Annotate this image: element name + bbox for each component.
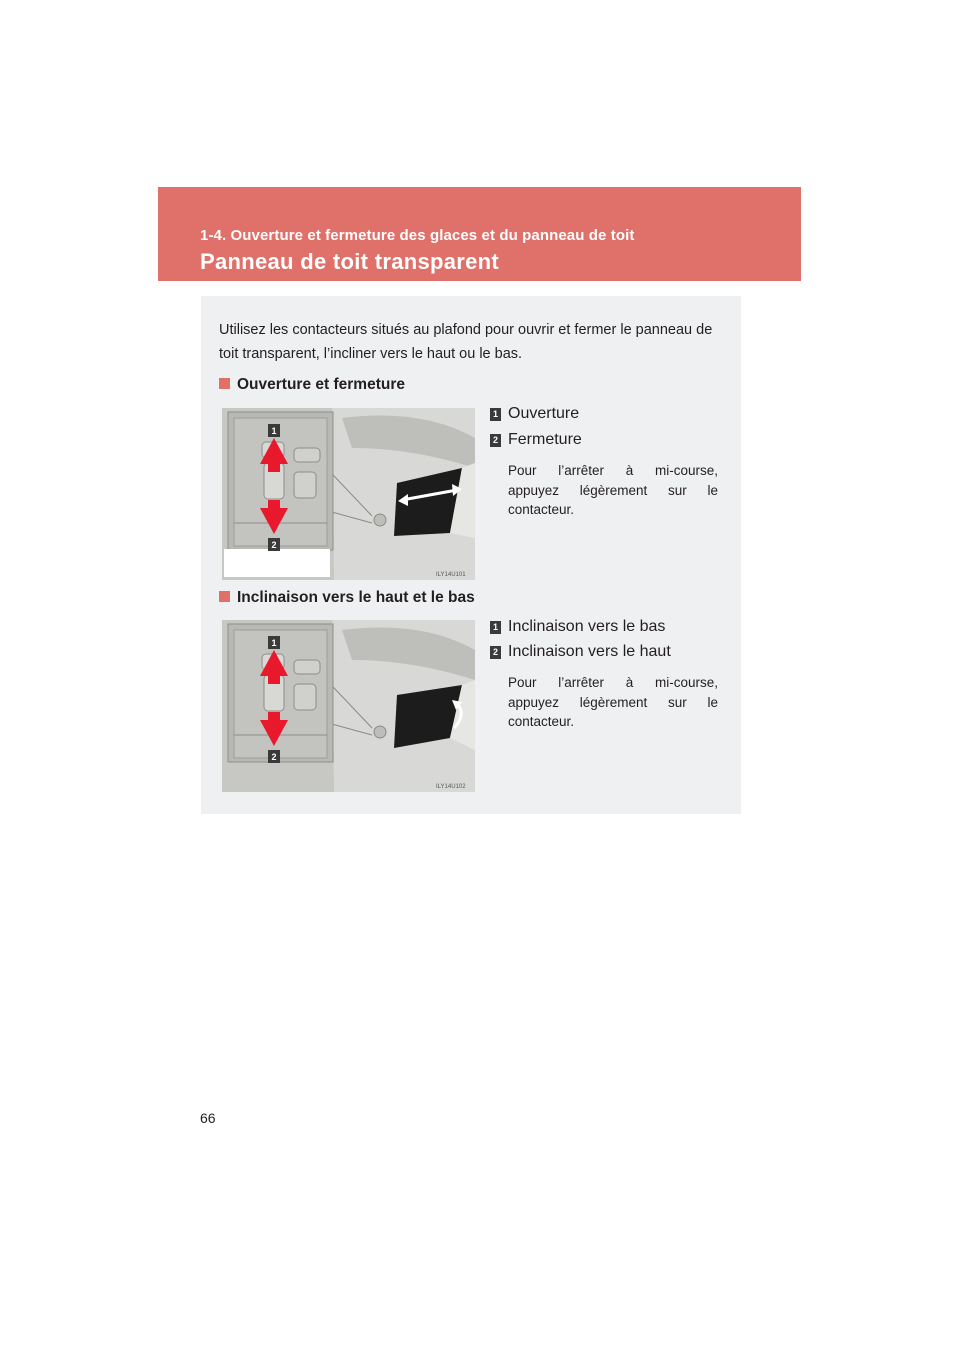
svg-text:1: 1	[271, 638, 277, 648]
item-label: Ouverture	[508, 405, 580, 422]
step-number-icon: 1	[490, 408, 501, 421]
content-panel	[201, 296, 741, 814]
svg-text:2: 2	[271, 540, 277, 550]
page-title: Panneau de toit transparent	[200, 249, 500, 274]
section-title: 1-4. Ouverture et fermeture des glaces et du panneau de toit	[200, 227, 635, 244]
subsection-title-open-close: Ouverture et fermeture	[219, 376, 405, 394]
svg-text:2: 2	[271, 752, 277, 762]
step-number-icon: 2	[490, 646, 501, 659]
svg-text:1: 1	[271, 426, 277, 436]
item-label: Fermeture	[508, 431, 582, 448]
page-number: 66	[200, 1110, 216, 1126]
item-label: Inclinaison vers le haut	[508, 643, 671, 660]
step-number-icon: 1	[490, 621, 501, 634]
figure-open-close	[222, 408, 475, 580]
item-label: Inclinaison vers le bas	[508, 618, 666, 635]
chapter-header	[158, 187, 801, 281]
note-text: Pour l’arrêter à mi-course, appuyez légèrement sur le contacteur.	[508, 675, 718, 729]
square-bullet-icon	[219, 591, 230, 602]
step-number-icon: 2	[490, 434, 501, 447]
figure-tilt	[222, 620, 475, 792]
figure-code: ILY14U101	[436, 572, 466, 578]
figure-code: ILY14U102	[436, 784, 466, 790]
intro-text: Utilisez les contacteurs situés au plafond pour ouvrir et fermer le panneau de toit transparent, l’incliner vers le haut ou le bas.	[219, 322, 713, 362]
note-text: Pour l’arrêter à mi-course, appuyez légèrement sur le contacteur.	[508, 463, 718, 517]
square-bullet-icon	[219, 378, 230, 389]
subsection-title-tilt: Inclinaison vers le haut et le bas	[219, 589, 475, 607]
